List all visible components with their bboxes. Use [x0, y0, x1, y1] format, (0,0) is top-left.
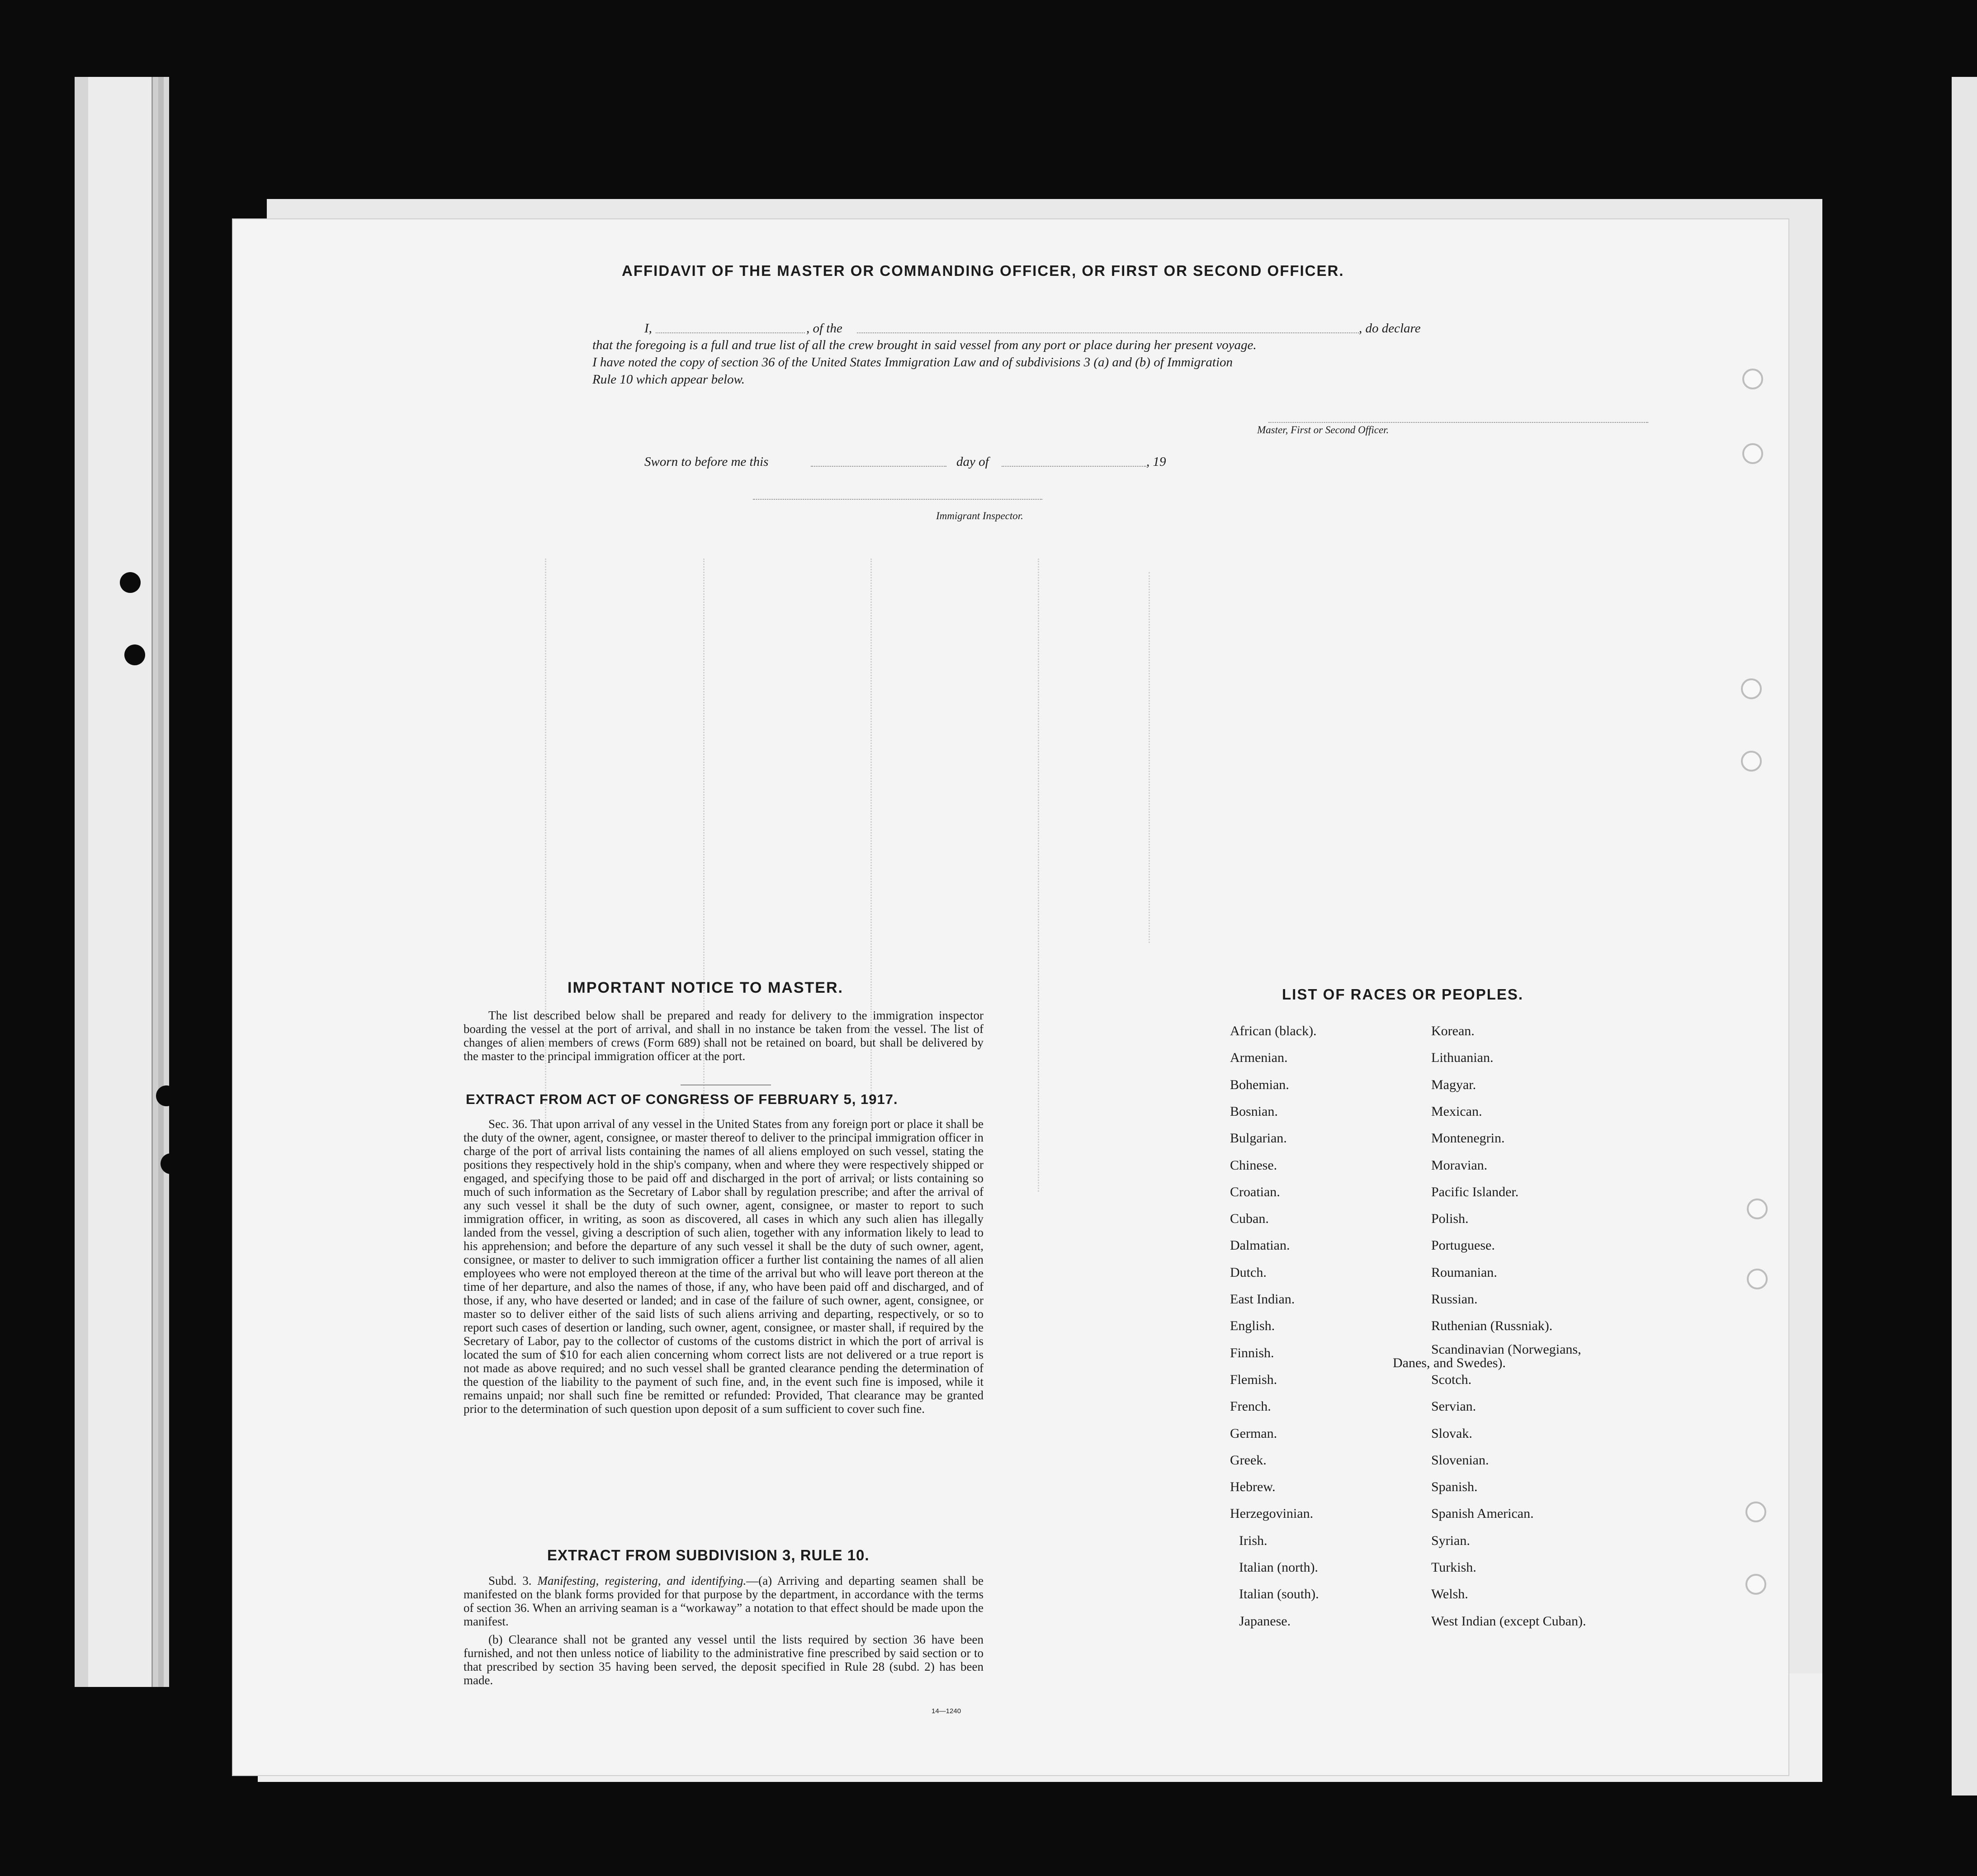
race-item: Greek. [1230, 1453, 1267, 1468]
vessel-name-line [857, 332, 1359, 333]
race-item: Montenegrin. [1431, 1131, 1505, 1146]
subdivision-b-text: (b) Clearance shall not be granted any vessel until the lists required by section 36 have been furnished, and not then unless notice of liability to the administrative fine prescribed by said section or to that prescribed by section 35 having been served, the deposit specified in Rule 28 (subd. 2) has been made. [464, 1633, 984, 1687]
race-item: Welsh. [1431, 1587, 1468, 1601]
race-item: Scotch. [1431, 1372, 1472, 1387]
section-36-label: Sec. 36. [488, 1117, 528, 1131]
declarant-label: I, [644, 321, 652, 336]
races-heading: LIST OF RACES OR PEOPLES. [1282, 986, 1524, 1003]
race-item: Roumanian. [1431, 1265, 1497, 1280]
race-item: Irish. [1239, 1533, 1268, 1548]
race-item: French. [1230, 1399, 1271, 1414]
race-item: Turkish. [1431, 1560, 1476, 1575]
race-item: Cuban. [1230, 1211, 1269, 1226]
race-item: Russian. [1431, 1292, 1478, 1307]
race-scandinavian-continued: Danes, and Swedes). [1393, 1355, 1506, 1370]
act-extract-heading: EXTRACT FROM ACT OF CONGRESS OF FEBRUARY 5, 1917. [466, 1091, 898, 1107]
race-item: Dalmatian. [1230, 1238, 1290, 1253]
race-item: Scandinavian (Norwegians, [1431, 1342, 1581, 1357]
binder-hole [156, 1085, 177, 1106]
race-item: Portuguese. [1431, 1238, 1495, 1253]
race-item: Spanish American. [1431, 1506, 1534, 1521]
section-36-body: That upon arrival of any vessel in the United States from any foreign port or place it shall be the duty of the owner, agent, consignee, or master thereof to deliver to the principal immigration officer in charge of the port of arrival lists containing the names of all aliens employed on such vessel, stating the positions they respectively hold in the ship's company, when and where they were respectively shipped or engaged, and specifying those to be paid off and discharged in the port of arrival; or lists containing so much of such information as the Secretary of Labor shall by regulation prescribe; and after the arrival of any such vessel it shall be the duty of such owner, agent, consignee, or master to report to such immigration officer, in writing, as soon as discovered, all cases in which any such alien has illegally landed from the vessel, giving a description of such alien, together with any information likely to lead to his apprehension; and before the departure of any such vessel it shall be the duty of such owner, agent, consignee, or master to deliver to such immigration officer a further list containing the names of all alien employees who were not employed thereon at the time of the arrival but who will leave port thereon at the time of her departure, and also the names of those, if any, who have been paid off and discharged, and of those, if any, who have deserted or landed; and in case of the failure of such owner, agent, consignee, or master so to deliver either of the said lists of such aliens arriving and departing, respectively, or so to report such cases of desertion or landing, such owner, agent, consignee, or master shall, if required by the Secretary of Labor, pay to the collector of customs of the customs district in which the port of arrival is located the sum of $10 for each alien concerning whom correct lists are not delivered or a true report is not made as above required; and no such vessel shall be granted clearance pending the determination of the question of the liability to the payment of such fine, and, in the event such fine is imposed, while it remains unpaid; nor shall such fine be remitted or refunded: Provided, That clearance may be granted prior to the determination of such question upon deposit of a sum sufficient to cover such fine. [464, 1117, 984, 1416]
race-item: Pacific Islander. [1431, 1184, 1519, 1199]
race-item: Korean. [1431, 1023, 1475, 1038]
affidavit-page [233, 219, 1788, 1775]
notice-body: The list described below shall be prepared and ready for delivery to the immigration inspector boarding the vessel at the port of arrival, and shall in no instance be taken from the vessel. The list of changes of alien members of crews (Form 689) shall not be retained on board, but shall be delivered by the master to the principal immigration officer at the port. [464, 1009, 984, 1063]
race-item: Herzegovinian. [1230, 1506, 1314, 1521]
race-item: Bosnian. [1230, 1104, 1278, 1119]
binder-ring [1741, 751, 1762, 772]
inspector-caption: Immigrant Inspector. [936, 510, 1023, 521]
race-item: African (black). [1230, 1023, 1317, 1038]
binder-ring [1742, 443, 1763, 464]
binder-ring [1745, 1574, 1766, 1595]
race-item: Italian (north). [1239, 1560, 1318, 1575]
race-item: Armenian. [1230, 1050, 1288, 1065]
race-item: Flemish. [1230, 1372, 1277, 1387]
affidavit-line-2: that the foregoing is a full and true list of all the crew brought in said vessel from any port or place during her present voyage. [592, 338, 1257, 352]
race-item: Slovak. [1431, 1426, 1472, 1441]
subdivision-a-text [464, 1574, 984, 1628]
subd-para-a: —(a) Arriving and departing seamen shall be manifested on the blank forms provided for that purpose by the department, in accordance with the terms of section 36. When an arriving seaman is a “workaway” a notation to that effect should be made upon the manifest. [464, 1574, 984, 1628]
show-through-rule [1038, 559, 1039, 1192]
race-item: German. [1230, 1426, 1277, 1441]
race-item: Chinese. [1230, 1158, 1277, 1173]
affidavit-heading: AFFIDAVIT OF THE MASTER OR COMMANDING OFFICER, OR FIRST OR SECOND OFFICER. [622, 262, 1344, 279]
race-item: East Indian. [1230, 1292, 1295, 1307]
race-item: Bohemian. [1230, 1077, 1289, 1092]
race-item: Bulgarian. [1230, 1131, 1287, 1146]
notice-heading: IMPORTANT NOTICE TO MASTER. [568, 979, 843, 996]
binder-ring [1742, 369, 1763, 389]
sworn-month-line [1002, 466, 1146, 467]
section-36-text [464, 1117, 984, 1416]
binder-ring [1745, 1502, 1766, 1522]
race-item: Slovenian. [1431, 1453, 1489, 1468]
year-label: , 19 [1146, 455, 1166, 469]
binder-ring [1747, 1269, 1768, 1289]
subd-title: Manifesting, registering, and identifying. [537, 1574, 747, 1587]
race-item: Hebrew. [1230, 1479, 1276, 1494]
race-item: English. [1230, 1318, 1275, 1333]
binder-ring [1747, 1199, 1768, 1219]
affidavit-line-4: Rule 10 which appear below. [592, 372, 745, 387]
race-item: Japanese. [1239, 1614, 1291, 1629]
race-item: Croatian. [1230, 1184, 1280, 1199]
race-item: Spanish. [1431, 1479, 1478, 1494]
declarant-name-line [656, 332, 805, 333]
binder-hole [178, 1392, 199, 1413]
binder-hole [124, 644, 145, 665]
sworn-label: Sworn to before me this [644, 455, 769, 469]
form-number: 14—1240 [932, 1707, 961, 1715]
race-item: Magyar. [1431, 1077, 1476, 1092]
race-item: West Indian (except Cuban). [1431, 1614, 1586, 1629]
affidavit-line-3: I have noted the copy of section 36 of the United States Immigration Law and of subdivisions 3 (a) and (b) of Immigration [592, 355, 1233, 370]
inspector-signature-line [753, 499, 1042, 500]
race-item: Syrian. [1431, 1533, 1470, 1548]
race-item: Polish. [1431, 1211, 1469, 1226]
sworn-day-line [811, 466, 946, 467]
adjacent-page-edge [1952, 77, 1977, 1795]
binder-hole [120, 572, 141, 593]
subd-label: Subd. 3. [488, 1574, 532, 1587]
officer-signature-caption: Master, First or Second Officer. [1257, 424, 1389, 436]
race-item: Dutch. [1230, 1265, 1267, 1280]
race-item: Ruthenian (Russniak). [1431, 1318, 1553, 1333]
race-item: Mexican. [1431, 1104, 1482, 1119]
race-item: Moravian. [1431, 1158, 1488, 1173]
race-item: Servian. [1431, 1399, 1476, 1414]
binder-hole [182, 1465, 203, 1486]
officer-signature-line [1268, 422, 1648, 423]
race-item: Finnish. [1230, 1345, 1274, 1360]
binder-strip [75, 77, 88, 1687]
binder-ring [1741, 678, 1762, 699]
of-the-label: , of the [806, 321, 842, 336]
day-of-label: day of [956, 455, 989, 469]
rule-extract-heading: EXTRACT FROM SUBDIVISION 3, RULE 10. [547, 1547, 870, 1563]
declare-label: , do declare [1359, 321, 1421, 336]
binder-hole [161, 1153, 181, 1174]
show-through-rule [1149, 572, 1150, 943]
race-item: Lithuanian. [1431, 1050, 1494, 1065]
race-item: Italian (south). [1239, 1587, 1319, 1601]
